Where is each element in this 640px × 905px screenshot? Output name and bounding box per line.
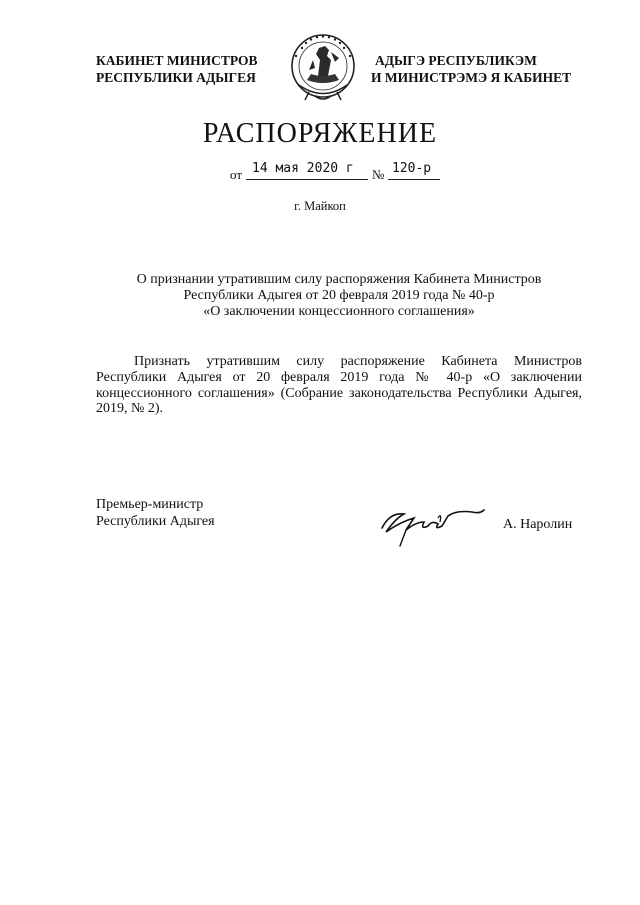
- signer-position-line1: Премьер-министр: [96, 497, 204, 512]
- signer-position: [96, 496, 215, 530]
- date-underline: [246, 179, 368, 180]
- date-prefix: от: [230, 167, 243, 182]
- number-underline: [388, 179, 440, 180]
- handwritten-signature-icon: [376, 492, 488, 550]
- subject-line3: «О заключении концессионного соглашения»: [203, 304, 475, 319]
- header-left: [96, 52, 258, 86]
- signer-position-line2: Республики Адыгея: [96, 514, 215, 529]
- date-value: 14 мая 2020 г: [252, 161, 354, 176]
- signer-name: А. Наролин: [503, 517, 573, 532]
- subject-line1: О признании утратившим силу распоряжения Кабинета Министров: [136, 272, 542, 287]
- city-line: г. Майкоп: [294, 199, 346, 213]
- header-right-line1: АДЫГЭ РЕСПУБЛИКЭМ: [375, 53, 537, 68]
- number-prefix: №: [372, 167, 385, 182]
- header-left-line2: РЕСПУБЛИКИ АДЫГЕЯ: [96, 70, 256, 85]
- header-left-line1: КАБИНЕТ МИНИСТРОВ: [96, 53, 258, 68]
- document-subject: [96, 272, 582, 320]
- number-value: 120-р: [392, 161, 432, 176]
- document-body: Признать утратившим силу распоряжение Кабинета Министров Республики Адыгея от 20 февраля 2019 года № 40-р «О заключении концессионного соглашения» (Собрание законодательства Республики Адыгея, 2019, № 2).: [96, 354, 582, 417]
- header-right-line2: И МИНИСТРЭМЭ Я КАБИНЕТ: [371, 70, 572, 85]
- coat-of-arms-icon: [285, 30, 361, 106]
- header-right: [371, 52, 571, 86]
- document-title: РАСПОРЯЖЕНИЕ: [202, 118, 438, 149]
- subject-line2: Республики Адыгея от 20 февраля 2019 года № 40-р: [183, 288, 495, 303]
